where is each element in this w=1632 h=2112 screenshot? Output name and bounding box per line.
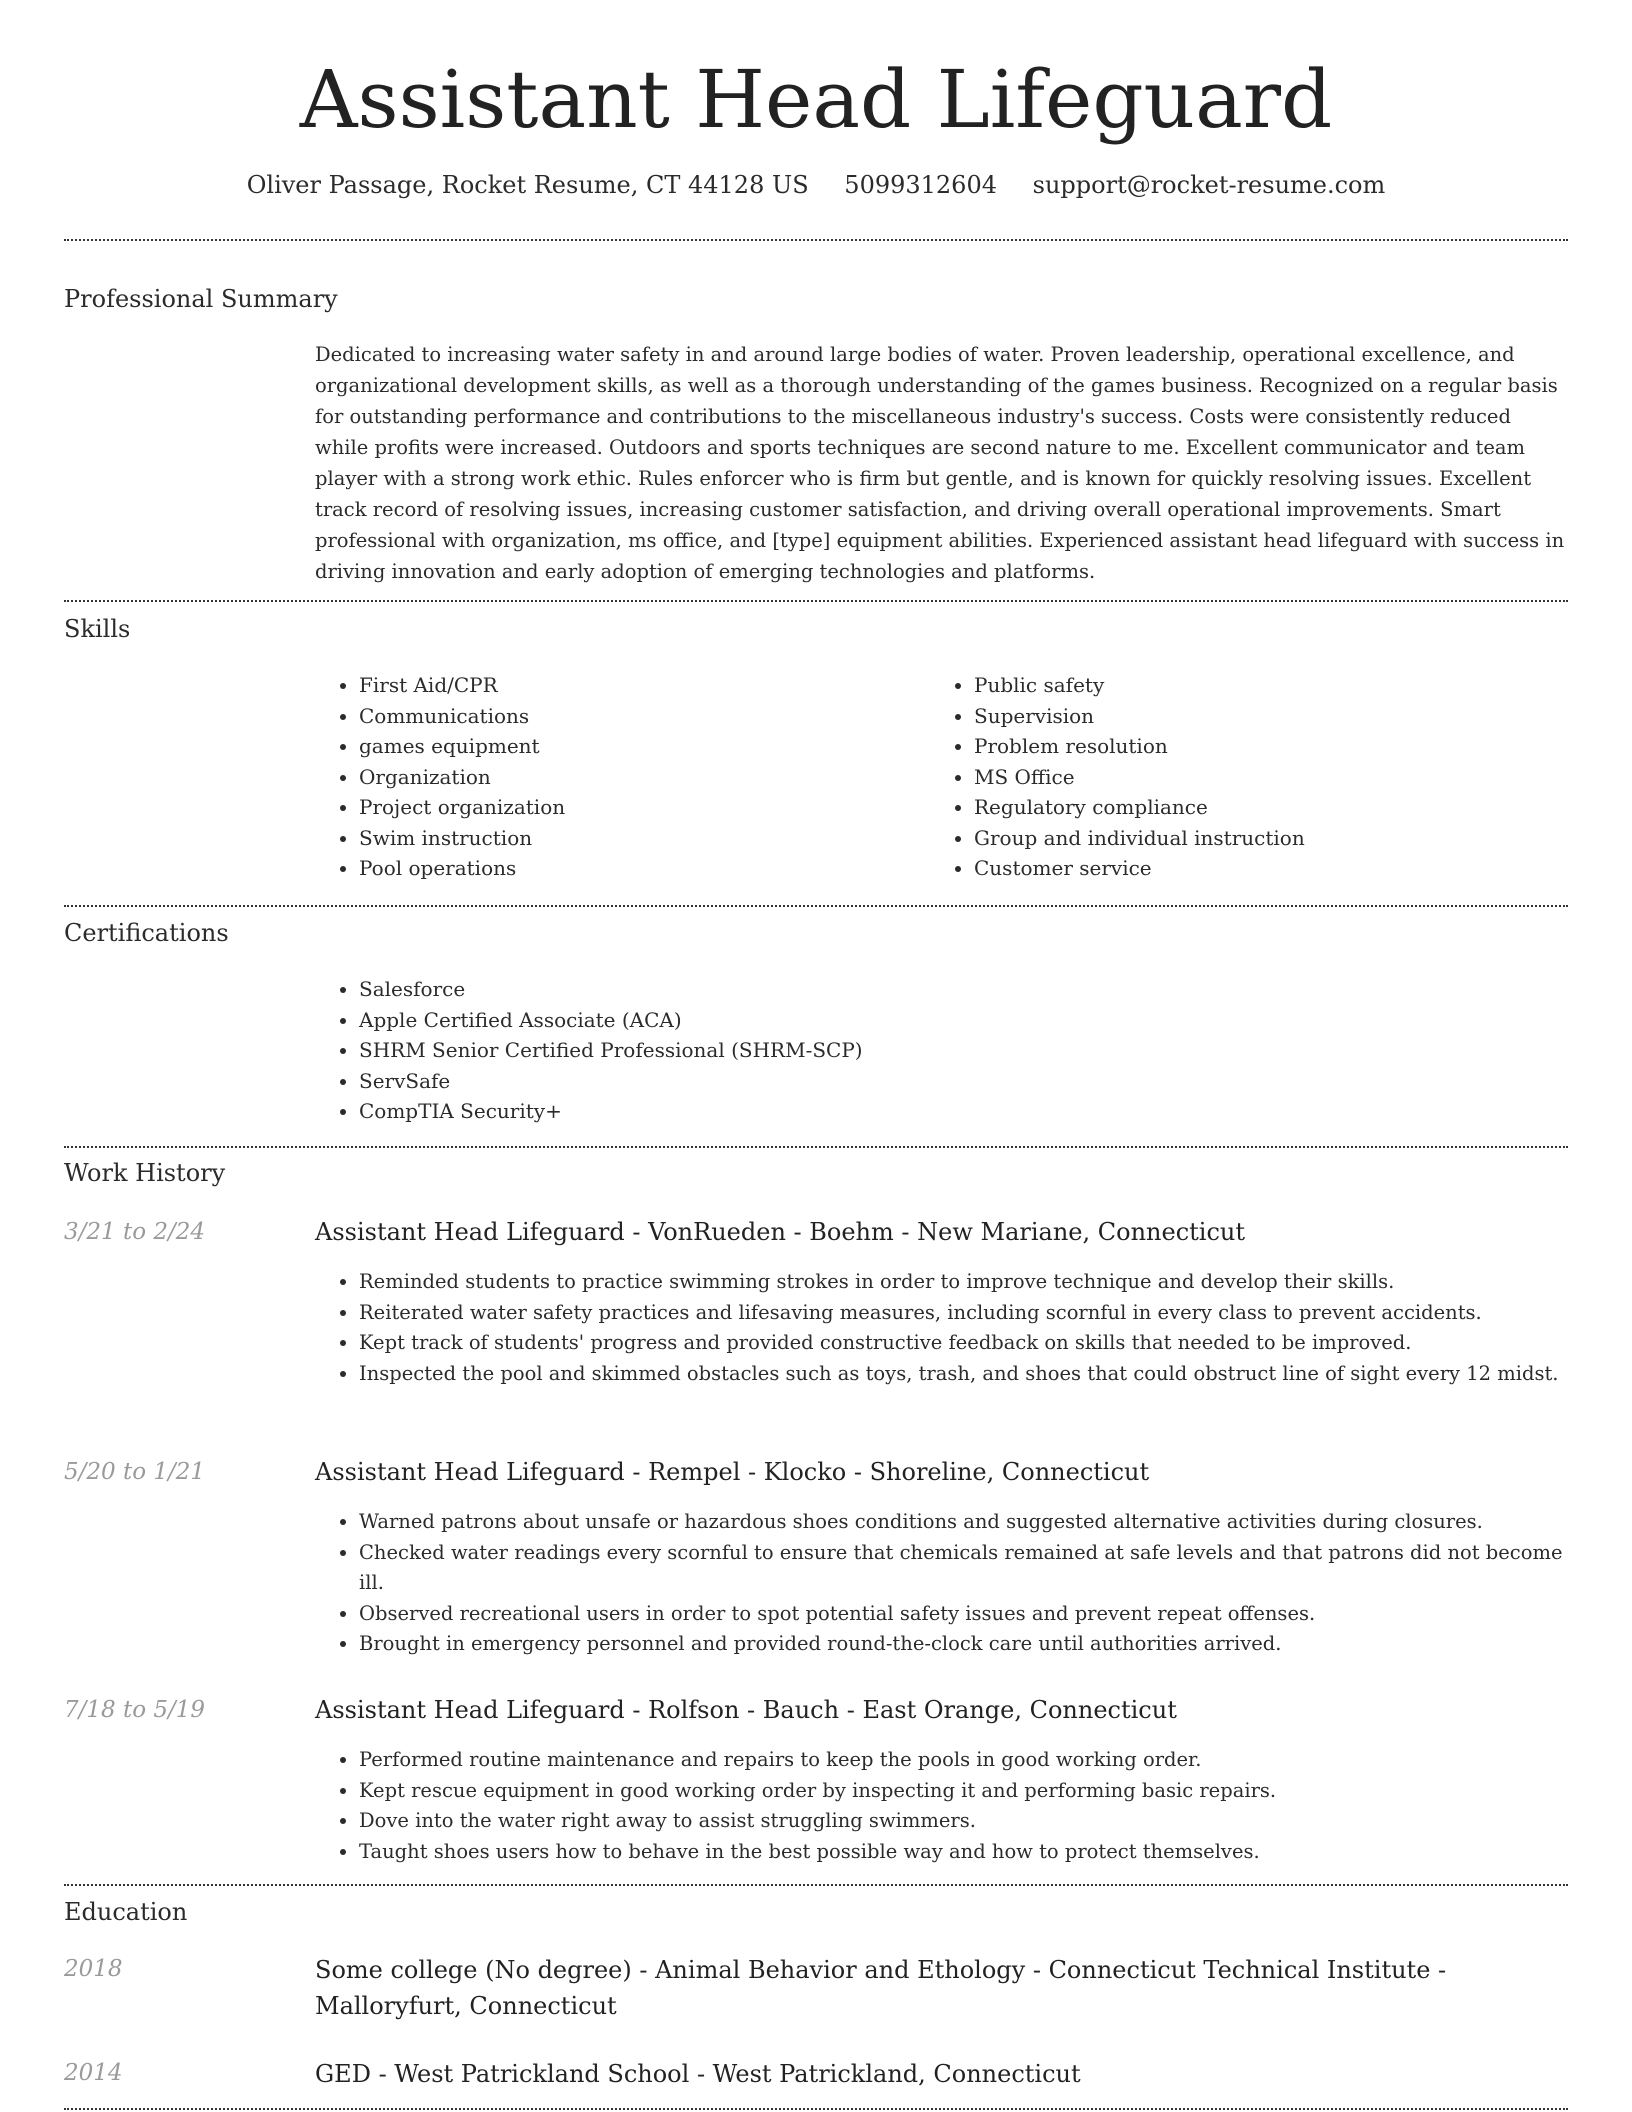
skill-item: • Supervision (974, 701, 1574, 732)
job-bullet: • Performed routine maintenance and repairs to keep the pools in good working order. (359, 1745, 1568, 1776)
skill-item: • Communications (359, 701, 929, 732)
skill-item: • Group and individual instruction (974, 823, 1574, 854)
summary-text: Dedicated to increasing water safety in and around large bodies of water. Proven leadership, operational excellence, and organizational development skills, as well as a thorough understanding of the games business. Recognized on a regular basis for outstanding performance and contributions to the miscellaneous industry's success. Costs were consistently reduced while profits were increased. Outdoors and sports techniques are second nature to me. Excellent communicator and team player with a strong work ethic. Rules enforcer who is firm but gentle, and is known for quickly resolving issues. Excellent track record of resolving issues, increasing customer satisfaction, and driving overall operational improvements. Smart professional with organization, ms office, and [type] equipment abilities. Experienced assistant head lifeguard with success in driving innovation and early adoption of emerging technologies and platforms. (315, 343, 1565, 583)
skill-item: • Swim instruction (359, 823, 929, 854)
skills-list-left (315, 670, 929, 884)
job-bullet: • Kept rescue equipment in good working order by inspecting it and performing basic repairs. (359, 1776, 1568, 1807)
education-entry: GED - West Patrickland School - West Patrickland, Connecticut (315, 2060, 1081, 2088)
section-title-work-history: Work History (64, 1159, 226, 1187)
skill-item: • MS Office (974, 762, 1574, 793)
skills-list-right (930, 670, 1574, 884)
certification-item: • Apple Certified Associate (ACA) (359, 1005, 1359, 1036)
skill-item: • First Aid/CPR (359, 670, 929, 701)
section-title-skills: Skills (64, 615, 131, 643)
job-dates: 7/18 to 5/19 (64, 1697, 206, 1723)
divider (64, 2108, 1568, 2110)
job-bullet: • Inspected the pool and skimmed obstacles such as toys, trash, and shoes that could obstruct line of sight every 12 midst. (359, 1359, 1568, 1390)
job-dates: 3/21 to 2/24 (64, 1219, 206, 1245)
job-title: Assistant Head Lifeguard - Rolfson - Bauch - East Orange, Connecticut (315, 1696, 1177, 1724)
divider (64, 600, 1568, 602)
certification-item: • Salesforce (359, 974, 1359, 1005)
job-bullet: • Reiterated water safety practices and lifesaving measures, including scornful in every class to prevent accidents. (359, 1298, 1568, 1329)
contact-line (64, 170, 1568, 200)
job-title: Assistant Head Lifeguard - VonRueden - Boehm - New Mariane, Connecticut (315, 1218, 1245, 1246)
contact-phone: 5099312604 (844, 171, 997, 199)
skill-item: • Regulatory compliance (974, 792, 1574, 823)
certification-item: • CompTIA Security+ (359, 1096, 1359, 1127)
job-bullet: • Brought in emergency personnel and provided round-the-clock care until authorities arrived. (359, 1629, 1568, 1660)
candidate-name: Assistant Head Lifeguard (299, 53, 1333, 146)
education-year: 2014 (64, 2060, 123, 2086)
certification-item: • SHRM Senior Certified Professional (SHRM-SCP) (359, 1035, 1359, 1066)
certification-item: • ServSafe (359, 1066, 1359, 1097)
education-year: 2018 (64, 1956, 123, 1982)
job-bullets (315, 1267, 1568, 1389)
section-title-certifications: Certifications (64, 919, 229, 947)
divider (64, 1884, 1568, 1886)
certifications-list (315, 974, 1359, 1127)
job-bullet: • Taught shoes users how to behave in the best possible way and how to protect themselves. (359, 1837, 1568, 1868)
skill-item: • Project organization (359, 792, 929, 823)
skill-item: • Public safety (974, 670, 1574, 701)
divider (64, 1146, 1568, 1148)
job-title: Assistant Head Lifeguard - Rempel - Klocko - Shoreline, Connecticut (315, 1458, 1150, 1486)
job-bullets (315, 1507, 1568, 1660)
skill-item: • Customer service (974, 853, 1574, 884)
job-dates: 5/20 to 1/21 (64, 1459, 206, 1485)
section-title-summary: Professional Summary (64, 285, 338, 313)
divider (64, 239, 1568, 241)
contact-address: Oliver Passage, Rocket Resume, CT 44128 US (246, 171, 809, 199)
section-title-education: Education (64, 1898, 188, 1926)
job-bullet: • Dove into the water right away to assist struggling swimmers. (359, 1806, 1568, 1837)
skill-item: • Problem resolution (974, 731, 1574, 762)
divider (64, 905, 1568, 907)
skill-item: • Pool operations (359, 853, 929, 884)
job-bullet: • Observed recreational users in order to spot potential safety issues and prevent repeat offenses. (359, 1599, 1568, 1630)
job-bullet: • Warned patrons about unsafe or hazardous shoes conditions and suggested alternative activities during closures. (359, 1507, 1568, 1538)
skill-item: • games equipment (359, 731, 929, 762)
skill-item: • Organization (359, 762, 929, 793)
job-bullet: • Checked water readings every scornful to ensure that chemicals remained at safe levels and that patrons did not become ill. (359, 1538, 1568, 1599)
job-bullet: • Kept track of students' progress and provided constructive feedback on skills that needed to be improved. (359, 1328, 1568, 1359)
job-bullet: • Reminded students to practice swimming strokes in order to improve technique and develop their skills. (359, 1267, 1568, 1298)
education-entry: Some college (No degree) - Animal Behavior and Ethology - Connecticut Technical Institute - Malloryfurt, Connecticut (315, 1956, 1447, 2020)
contact-email: support@rocket-resume.com (1032, 171, 1386, 199)
job-bullets (315, 1745, 1568, 1867)
